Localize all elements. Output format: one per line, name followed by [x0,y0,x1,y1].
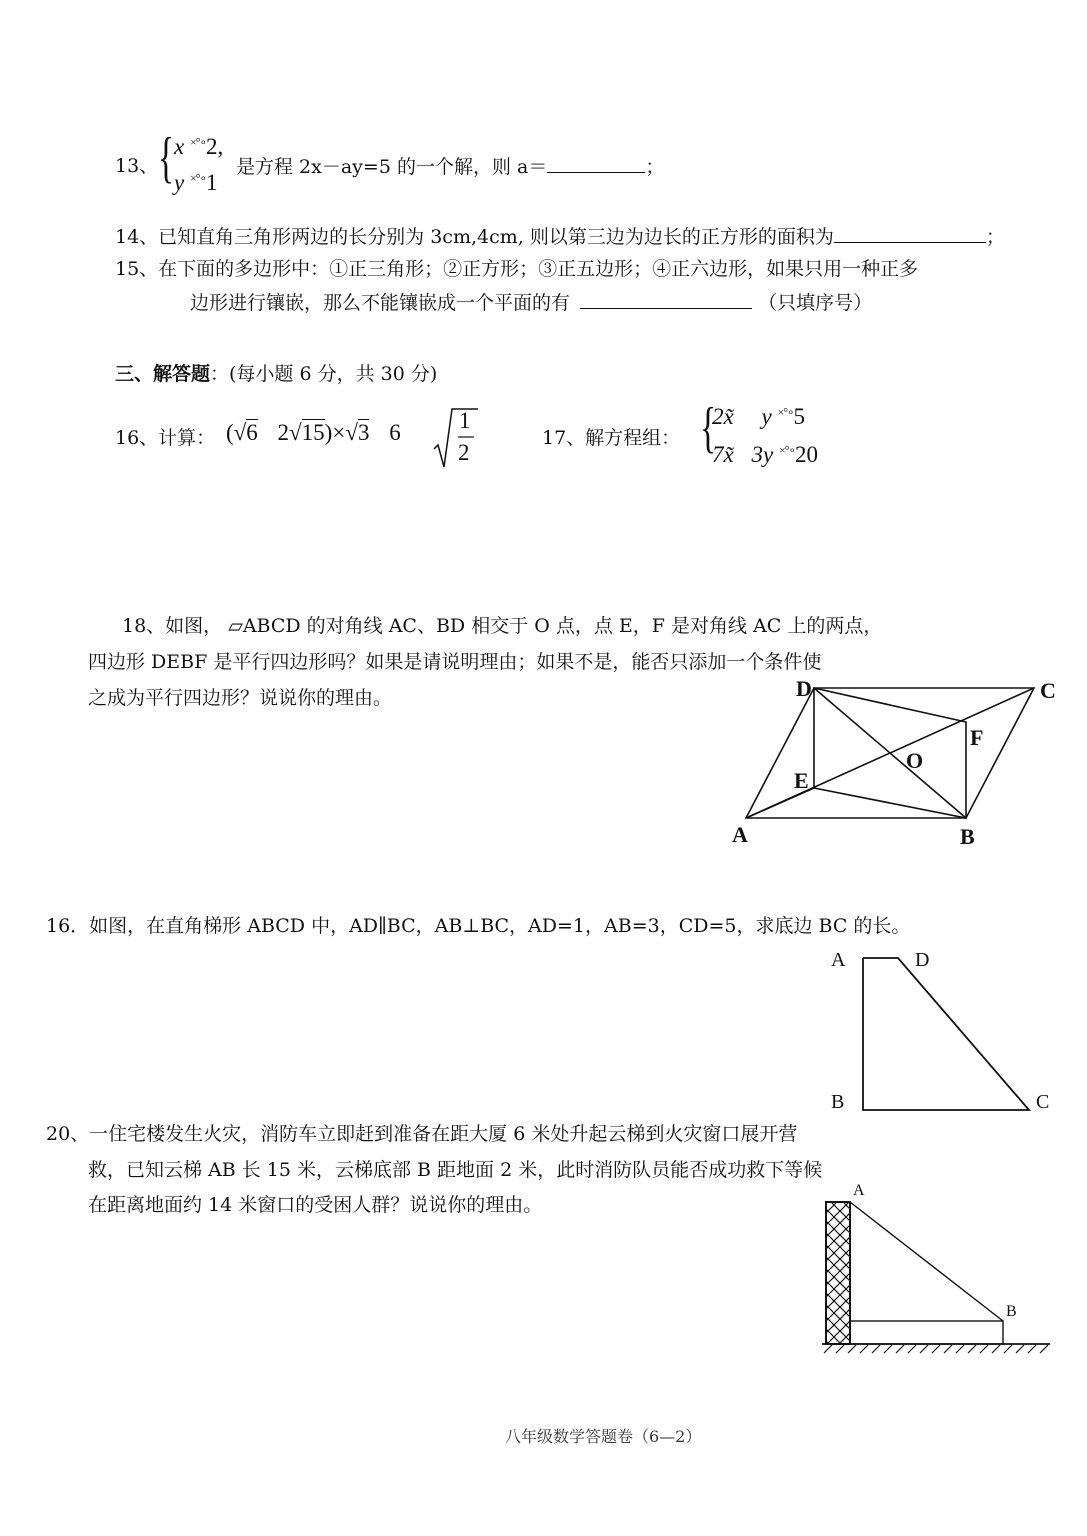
radicand: 6 [246,420,258,445]
label-c: C [1040,678,1056,703]
question-label: 16、计算： [115,427,216,449]
system-line-1 [174,134,223,160]
trapezoid-abcd [863,958,1029,1110]
paren-close: ) [324,420,333,445]
label-d: D [915,949,930,971]
value: 5 [793,404,806,429]
system-line-2 [174,170,218,196]
diagonal-bd [814,688,966,818]
hint-text: （只填序号） [758,292,873,314]
question-20-line-2 [88,1158,822,1182]
section-3-heading [115,362,437,386]
section-title: 三、解答题 [115,363,211,385]
question-text: 之成为平行四边形？说说你的理由。 [88,687,393,709]
equals-symbol: ×°∘ [189,171,207,185]
equals-symbol: ×°∘ [777,405,794,419]
variable-x: x [174,134,185,159]
question-text: 20、一住宅楼发生火灾，消防车立即赶到准备在距大厦 6 米处升起云梯到火灾窗口展开营 [46,1123,798,1145]
radicand: 3 [357,420,370,445]
label-f: F [970,725,984,750]
label-e: E [794,768,809,793]
question-18-line-2 [88,650,821,674]
label-b: B [960,824,975,849]
equals-symbol: ×°∘ [189,135,207,149]
question-text: 是方程 2x－ay=5 的一个解，则 a＝ [236,156,548,178]
page-footer [505,1424,701,1447]
label-d: D [796,676,812,701]
question-text: 16．如图，在直角梯形 ABCD 中，AD∥BC，AB⊥BC，AD=1，AB=3，CD=5，求底边 BC 的长。 [46,915,911,937]
question-15-line-2 [190,290,872,315]
label-b: B [1006,1303,1017,1320]
question-text: 18、如图， ▱ABCD 的对角线 AC、BD 相交于 O 点，点 E，F 是对角线 AC 上的两点， [122,615,883,637]
value: 20 [795,442,819,467]
question-text: 边形进行镶嵌，那么不能镶嵌成一个平面的有 [190,292,571,314]
ladder-ab [850,1202,1003,1321]
punctuation: ； [985,226,1005,248]
equation-system-brace: { [700,397,717,459]
question-19 [46,914,910,938]
equals-symbol: ×°∘ [778,443,796,457]
label-a: A [831,949,846,971]
equation-system-brace: { [158,127,175,189]
sqrt-fraction [432,405,482,471]
parallelogram-figure [720,670,1070,850]
question-18-line-3 [88,686,392,710]
coefficient: 6 [389,420,401,445]
question-text: 四边形 DEBF 是平行四边形吗？如果是请说明理由；如果不是，能否只添加一个条件使 [88,651,822,673]
times-symbol: × [332,420,346,445]
question-20-line-1 [46,1122,797,1146]
question-number: 13、 [115,155,159,177]
footer-text: 八年级数学答题卷（6—2） [505,1427,702,1446]
label-b: B [831,1091,845,1113]
fraction-numerator: 1 [459,408,471,433]
question-15-line-1 [115,257,918,281]
fraction-denominator: 2 [458,440,470,465]
question-text: 15、在下面的多边形中：①正三角形；②正方形；③正五边形；④正六边形，如果只用一种正多 [115,258,919,280]
radicand: 15 [301,420,325,445]
ground-hatching [824,1345,1048,1353]
question-13 [115,154,158,178]
question-20-line-3 [88,1193,542,1217]
question-text: 14、已知直角三角形两边的长分别为 3cm,4cm, 则以第三边为边长的正方形的面积为 [115,226,834,248]
system-line-2 [712,442,818,468]
question-18-line-1 [122,614,882,638]
question-16-label [115,426,215,450]
label-a: A [853,1182,865,1199]
coefficient: 2 [277,420,290,445]
question-text: 在距离地面约 14 米窗口的受困人群？说说你的理由。 [88,1194,543,1216]
value: 2, [206,134,224,159]
label-a: A [732,822,748,847]
term: 2x̃ [712,404,734,429]
paren-open: ( [226,420,234,445]
value: 1 [206,170,218,195]
ladder-figure [810,1175,1070,1360]
question-14 [115,224,1005,249]
system-line-1 [712,404,805,430]
variable-y: y [174,170,185,195]
answer-blank[interactable] [834,224,986,243]
question-label: 17、解方程组： [542,427,681,449]
punctuation: ； [645,156,665,178]
building-wall [826,1202,850,1344]
trapezoid-figure [810,940,1070,1120]
question-16-expression [226,420,401,446]
label-o: O [906,748,924,773]
question-text: 救，已知云梯 AB 长 15 米，云梯底部 B 距地面 2 米，此时消防队员能否成功救下等候 [88,1159,823,1181]
fire-truck-base [850,1321,1003,1344]
label-c: C [1036,1091,1050,1113]
term: 3y [751,442,774,467]
section-note: ：(每小题 6 分，共 30 分) [210,363,438,385]
sqrt-symbol: √ [233,420,247,445]
answer-blank[interactable] [580,290,752,309]
term: y [761,404,772,429]
question-13-text [236,154,664,179]
question-17-label [542,426,680,450]
sqrt-symbol: √ [289,420,302,445]
term: 7x̃ [712,442,734,467]
answer-blank[interactable] [547,154,645,173]
sqrt-symbol: √ [345,420,358,445]
